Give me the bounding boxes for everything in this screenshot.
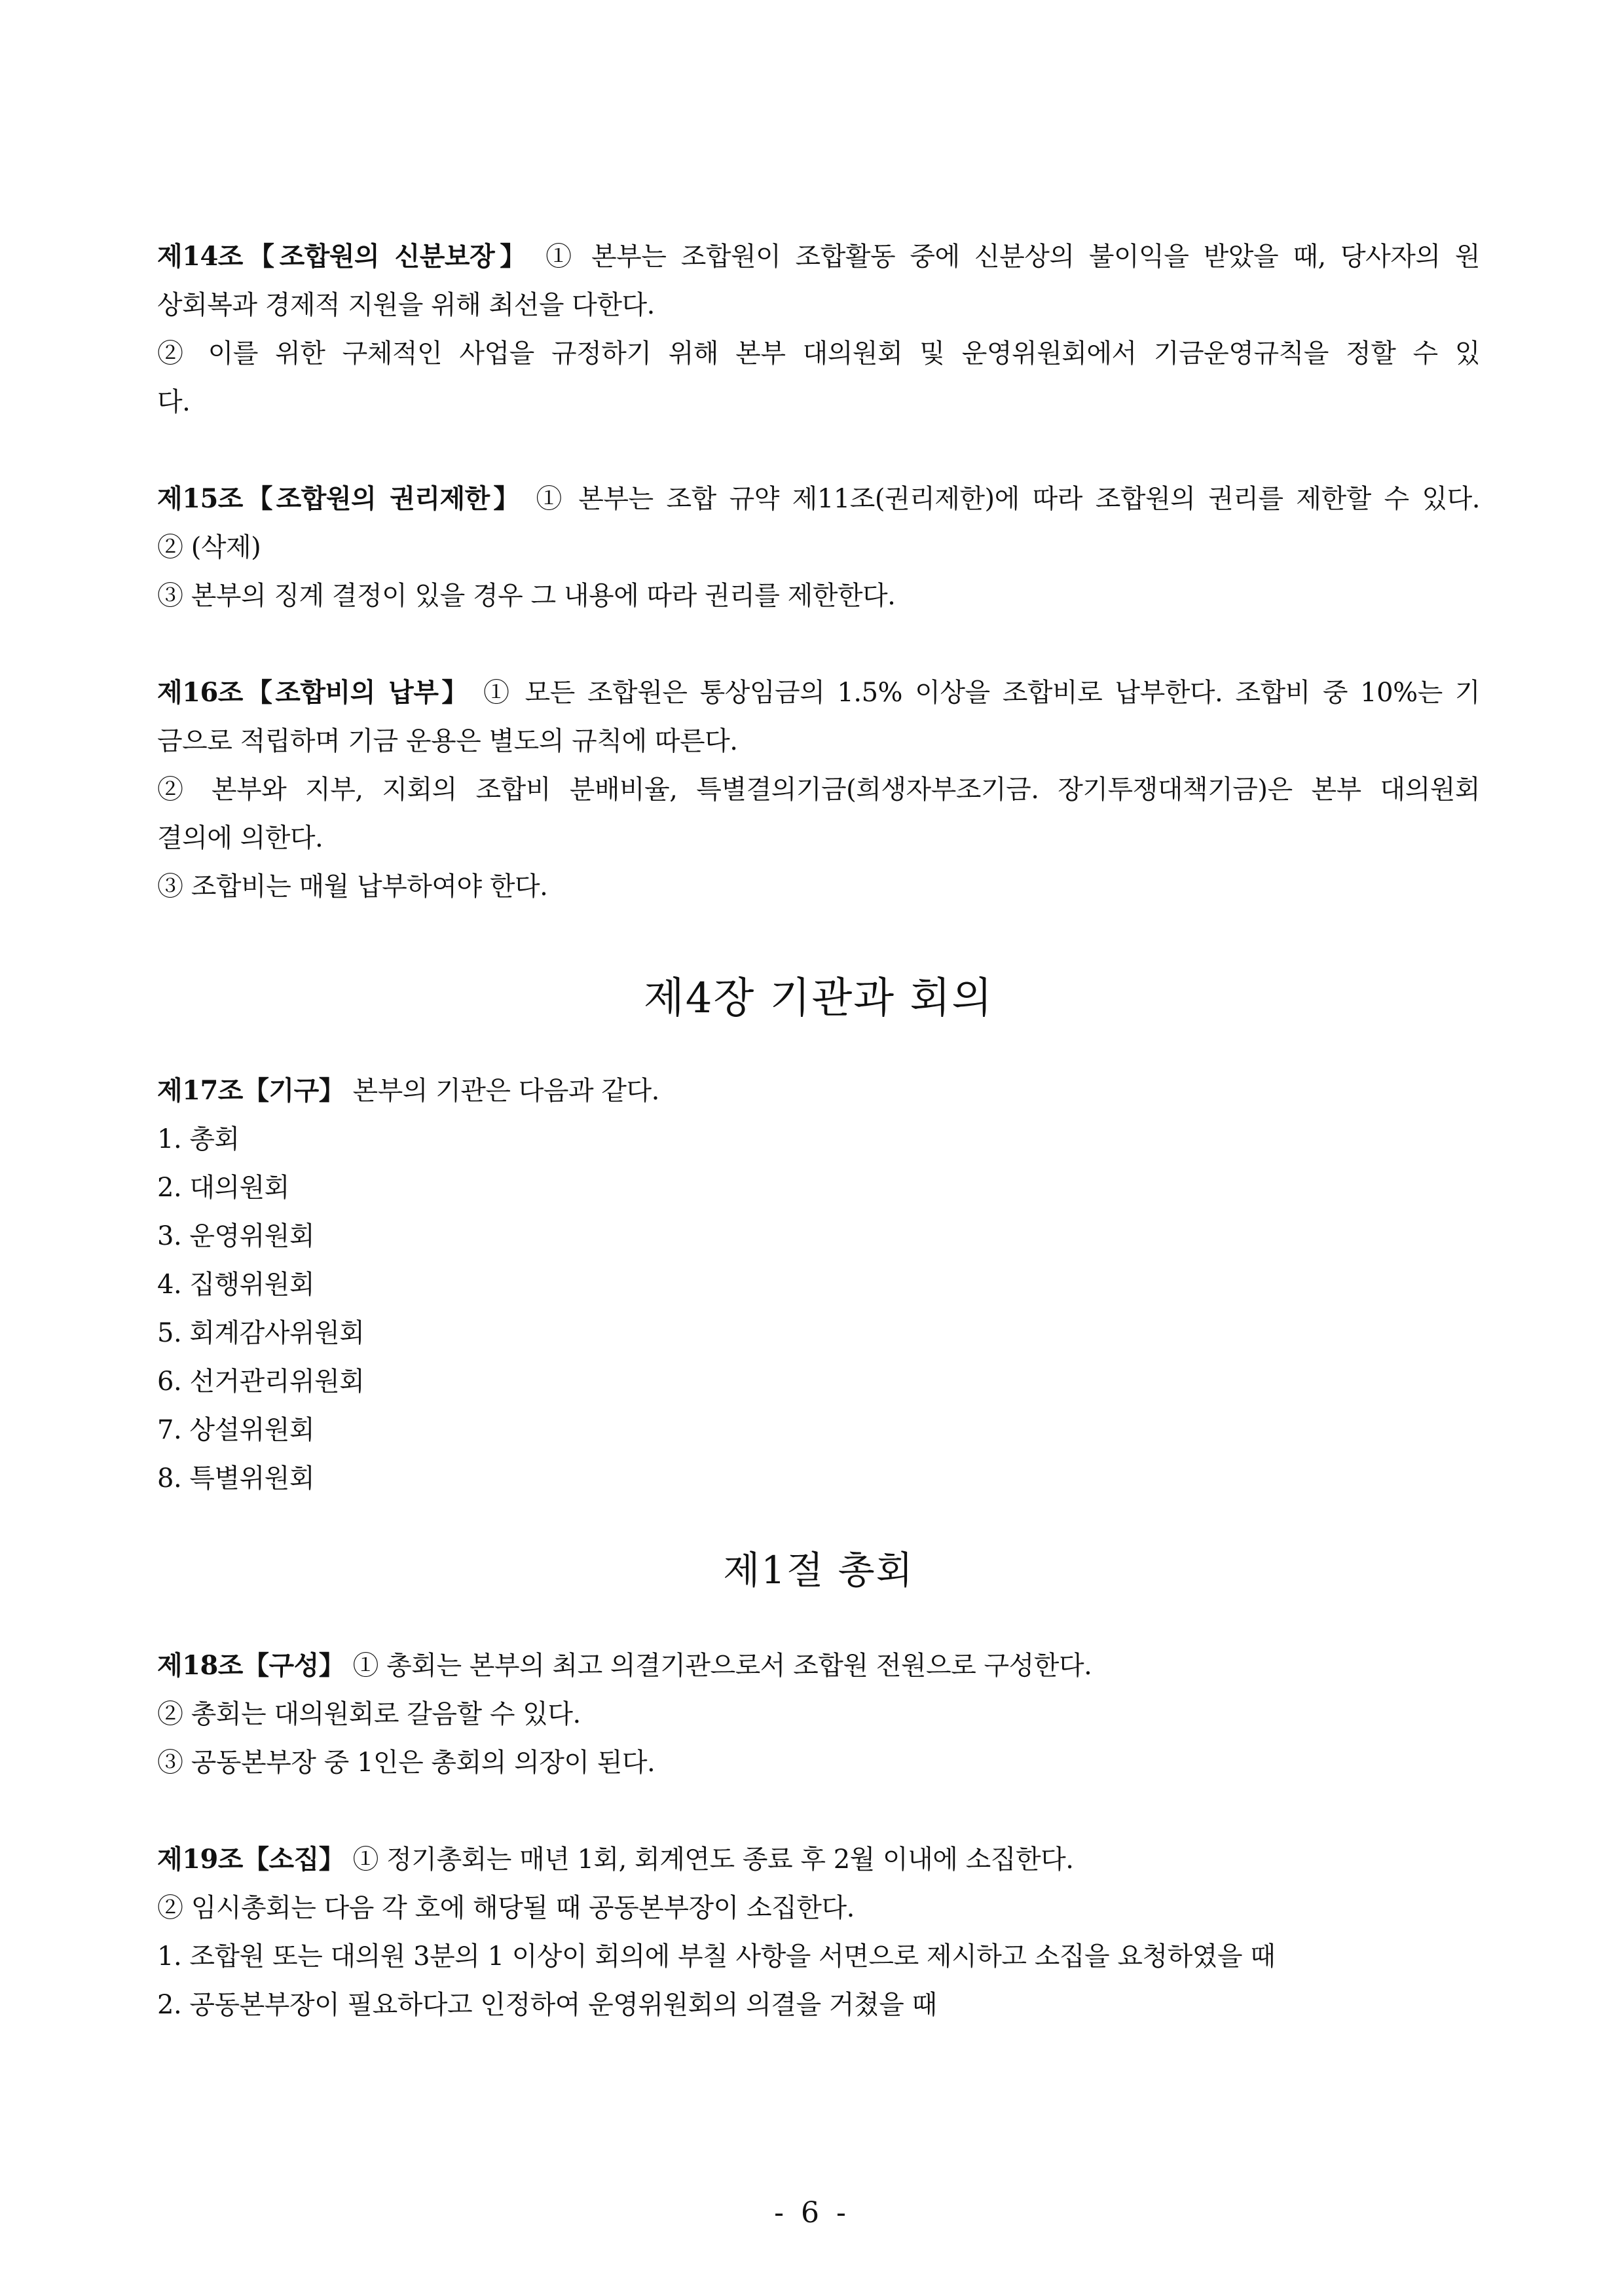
article-17-heading: 제17조【기구】 — [157, 1075, 345, 1106]
article-19-line-3: 1. 조합원 또는 대의원 3분의 1 이상이 회의에 부칠 사항을 서면으로 제시하고 소집을 요청하였을 때 — [157, 1941, 1276, 1972]
article-16-line-3: ② 본부와 지부, 지회의 조합비 분배비율, 특별결의기금(희생자부조기금. 장기투쟁대책기금)은 본부 대의원회 — [157, 775, 1480, 805]
list-item: 7. 상설위원회 — [157, 1415, 315, 1445]
list-item: 3. 운영위원회 — [157, 1221, 315, 1251]
chapter-title: 제4장 기관과 회의 — [643, 974, 994, 1023]
article-14-heading: 제14조【조합원의 신분보장】 — [157, 241, 531, 272]
article-18-text: ① 총회는 본부의 최고 의결기관으로서 조합원 전원으로 구성한다. — [344, 1651, 1092, 1681]
list-item: 4. 집행위원회 — [157, 1270, 315, 1300]
article-17-text: 본부의 기관은 다음과 같다. — [344, 1076, 659, 1106]
article-19-line-4: 2. 공동본부장이 필요하다고 인정하여 운영위원회의 의결을 거쳤을 때 — [157, 1990, 937, 2020]
article-18-heading: 제18조【구성】 — [157, 1650, 345, 1681]
article-16-text: ① 모든 조합원은 통상임금의 1.5% 이상을 조합비로 납부한다. 조합비 중 10%는 기 — [470, 678, 1480, 708]
list-item: 6. 선거관리위원회 — [157, 1367, 365, 1397]
page-number: - 6 - — [774, 2196, 850, 2230]
article-19-line-1 — [157, 1835, 1480, 1884]
article-16-line-5: ③ 조합비는 매월 납부하여야 한다. — [157, 872, 548, 902]
document-page — [157, 232, 1480, 2029]
list-item: 2. 대의원회 — [157, 1173, 289, 1203]
article-14-line-4: 다. — [157, 387, 191, 417]
section-title: 제1절 총회 — [723, 1548, 914, 1592]
article-15-line-2: ② (삭제) — [157, 532, 261, 562]
list-item: 1. 총회 — [157, 1124, 240, 1154]
article-18-line-3: ③ 공동본부장 중 1인은 총회의 의장이 된다. — [157, 1748, 655, 1778]
article-14-line-2: 상회복과 경제적 지원을 위해 최선을 다한다. — [157, 290, 655, 320]
article-gap — [157, 620, 1480, 669]
article-14-line-1 — [157, 232, 1480, 281]
article-17-line-1 — [157, 1067, 1480, 1115]
article-19-heading: 제19조【소집】 — [157, 1844, 345, 1875]
article-16-line-4: 결의에 의한다. — [157, 823, 323, 853]
article-gap — [157, 1787, 1480, 1835]
list-item: 5. 회계감사위원회 — [157, 1318, 365, 1348]
article-19-text: ① 정기총회는 매년 1회, 회계연도 종료 후 2월 이내에 소집한다. — [344, 1845, 1074, 1875]
article-19-line-2: ② 임시총회는 다음 각 호에 해당될 때 공동본부장이 소집한다. — [157, 1893, 855, 1923]
article-18-line-1 — [157, 1642, 1480, 1690]
article-15-line-1 — [157, 475, 1480, 523]
article-16-line-2: 금으로 적립하며 기금 운용은 별도의 규칙에 따른다. — [157, 726, 738, 756]
article-gap — [157, 426, 1480, 475]
article-15-line-3: ③ 본부의 징계 결정이 있을 경우 그 내용에 따라 권리를 제한한다. — [157, 581, 896, 611]
article-14-text: ① 본부는 조합원이 조합활동 중에 신분상의 불이익을 받았을 때, 당사자의 원 — [530, 242, 1480, 272]
article-14-line-3: ② 이를 위한 구체적인 사업을 규정하기 위해 본부 대의원회 및 운영위원회에서 기금운영규칙을 정할 수 있 — [157, 339, 1480, 369]
list-item: 8. 특별위원회 — [157, 1463, 315, 1494]
article-15-text: ① 본부는 조합 규약 제11조(권리제한)에 따라 조합원의 권리를 제한할 수 있다. — [523, 484, 1480, 514]
article-18-line-2: ② 총회는 대의원회로 갈음할 수 있다. — [157, 1699, 581, 1729]
article-15-heading: 제15조【조합원의 권리제한】 — [157, 483, 523, 514]
article-16-line-1 — [157, 669, 1480, 717]
article-16-heading: 제16조【조합비의 납부】 — [157, 677, 471, 708]
